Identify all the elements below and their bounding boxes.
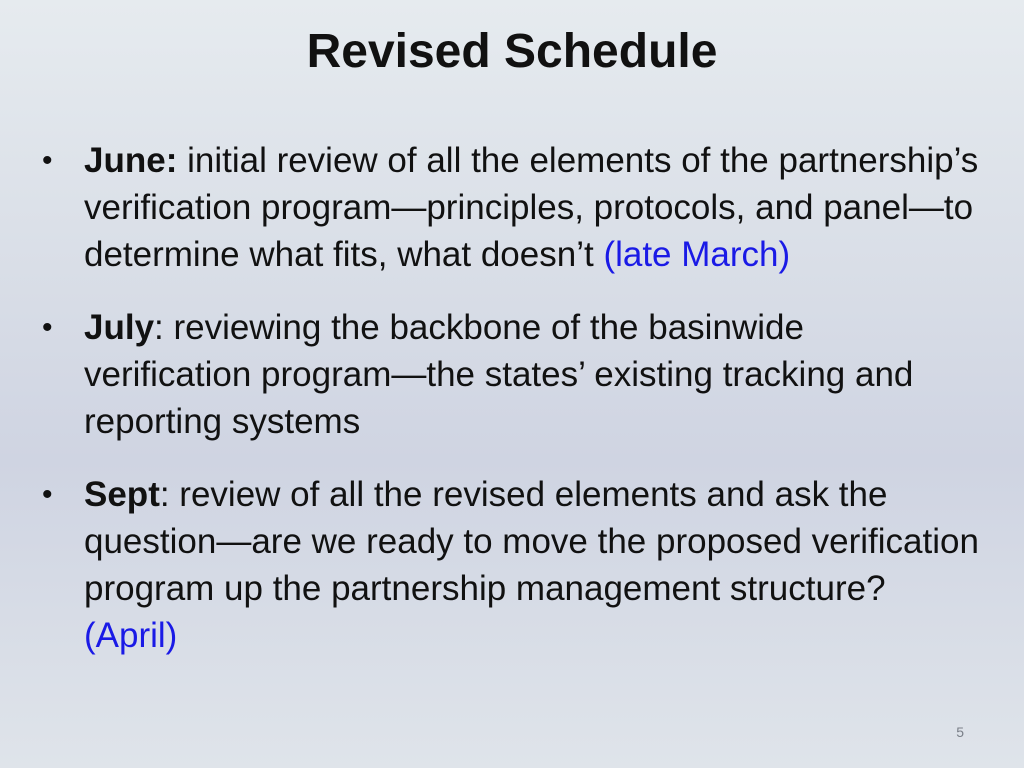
bullet-text: : reviewing the backbone of the basinwide verification program—the states’ existing tracking and reporting systems bbox=[84, 308, 914, 441]
bullet-term: Sept bbox=[84, 475, 160, 514]
bullet-text: : review of all the revised elements and ask the question—are we ready to move the proposed verification program up the partnership management structure? bbox=[84, 475, 979, 608]
page-number: 5 bbox=[956, 724, 964, 740]
bullet-term: June: bbox=[84, 141, 178, 180]
bullet-july bbox=[40, 304, 980, 445]
bullet-dot-icon: • bbox=[42, 144, 53, 177]
bullet-text: initial review of all the elements of the partnership’s verification program—principles, protocols, and panel—to determine what fits, what doesn’t bbox=[84, 141, 979, 274]
bullet-note: (April) bbox=[84, 616, 178, 655]
bullet-june bbox=[40, 137, 980, 278]
bullet-term: July bbox=[84, 308, 155, 347]
bullet-dot-icon: • bbox=[42, 478, 53, 511]
bullet-note: (late March) bbox=[603, 235, 791, 274]
slide-title: Revised Schedule bbox=[306, 25, 718, 78]
bullet-list bbox=[40, 137, 980, 685]
bullet-dot-icon: • bbox=[42, 311, 53, 344]
bullet-sept bbox=[40, 471, 980, 659]
